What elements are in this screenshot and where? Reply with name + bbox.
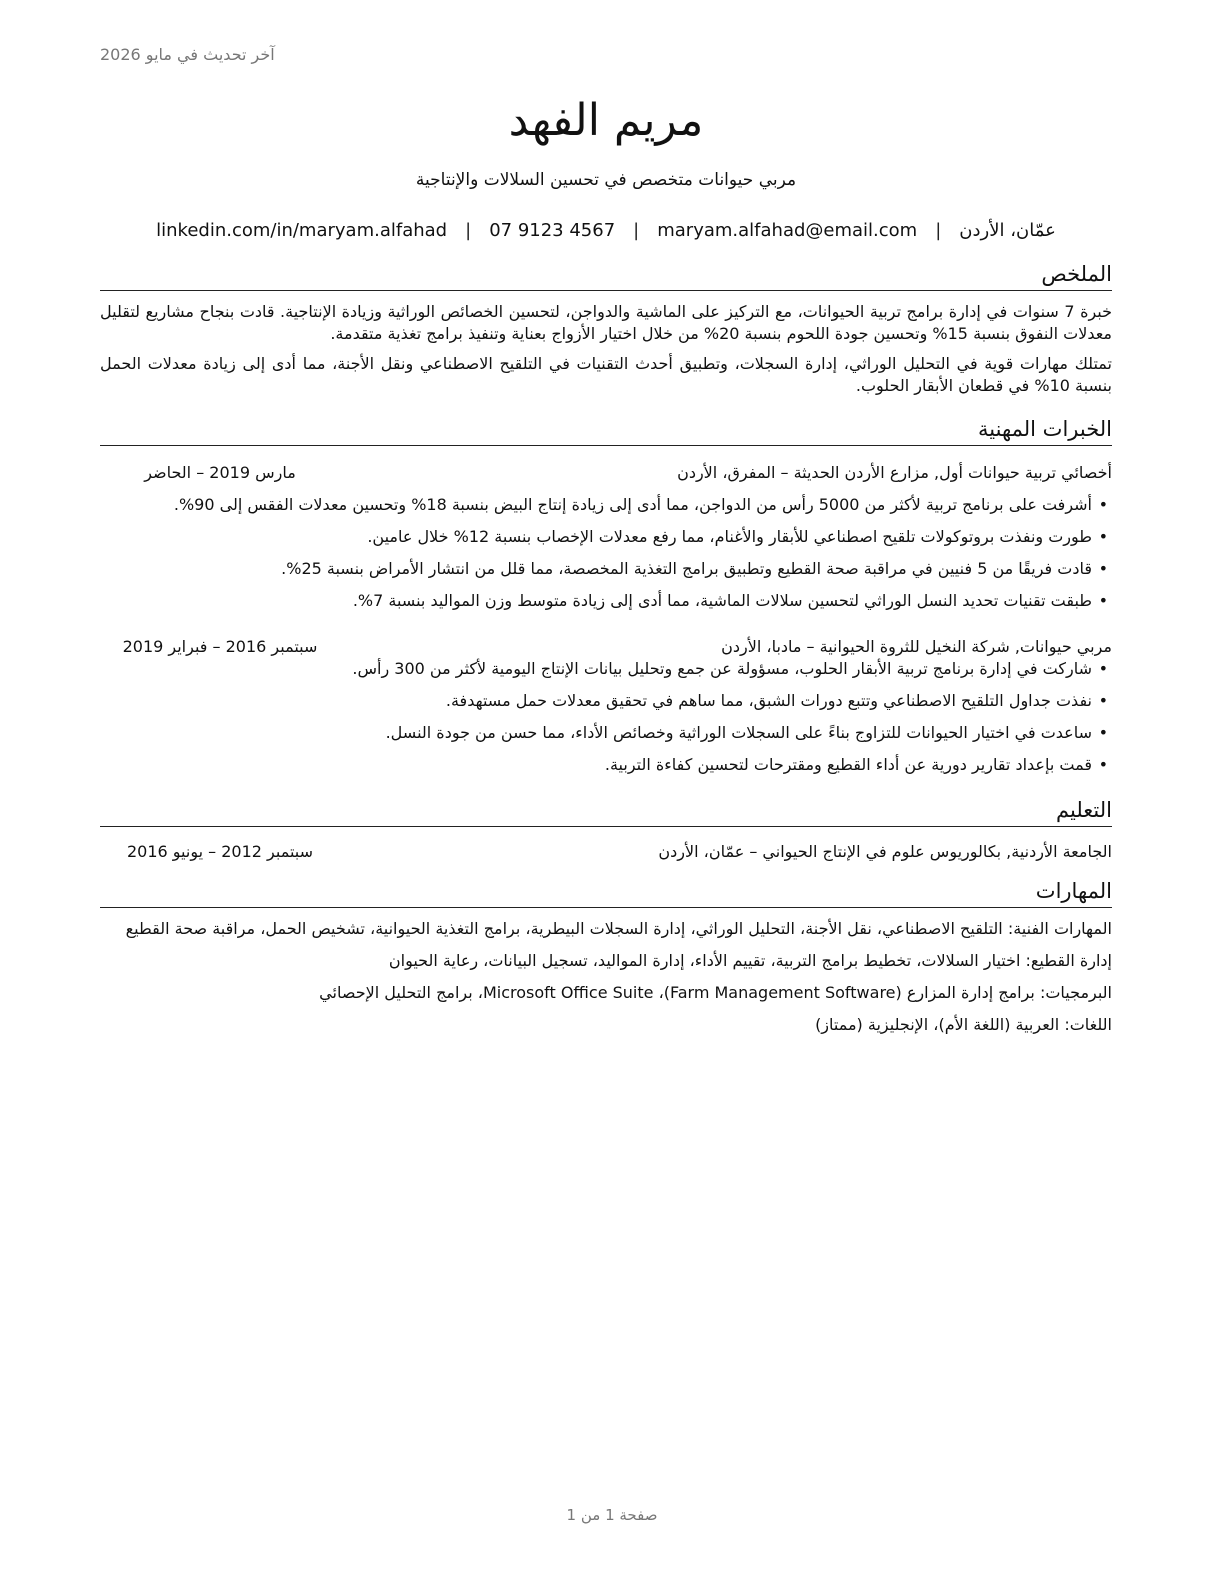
list-item [100, 722, 1112, 744]
job-heading: مربي حيوانات, شركة النخيل للثروة الحيوانية – مادبا، الأردن [721, 637, 1112, 656]
bullet-icon: • [1098, 495, 1108, 514]
bullet-text: قادت فريقًا من 5 فنيين في مراقبة صحة القطيع وتطبيق برامج التغذية المخصصة، مما قلل من انتشار الأمراض بنسبة 25%. [281, 559, 1092, 578]
bullet-icon: • [1098, 723, 1108, 742]
bullet-text: طبقت تقنيات تحديد النسل الوراثي لتحسين سلالات الماشية، مما أدى إلى زيادة متوسط وزن المواليد بنسبة 7%. [352, 591, 1092, 610]
bullet-text: قمت بإعداد تقارير دورية عن أداء القطيع ومقترحات لتحسين كفاءة التربية. [604, 755, 1092, 774]
contact-location: عمّان، الأردن [959, 220, 1056, 241]
list-item [100, 658, 1112, 680]
section-title-skills: المهارات [100, 877, 1112, 908]
bullet-text: أشرفت على برنامج تربية لأكثر من 5000 رأس من الدواجن، مما أدى إلى زيادة إنتاج البيض بنسبة 18% وتحسين معدلات الفقس إلى 90%. [173, 495, 1092, 514]
bullet-icon: • [1098, 591, 1108, 610]
summary-paragraph: خبرة 7 سنوات في إدارة برامج تربية الحيوانات، مع التركيز على الماشية والدواجن، لتحسين الخصائص الوراثية وزيادة الإنتاجية. قادت بنجاح مشاريع لتقليل معدلات النفوق بنسبة 15% وتحسين جودة اللحوم بنسبة 20% من خلال اختيار الأزواج بعناية وتنفيذ برامج تغذية متقدمة. [100, 302, 1112, 343]
bullet-icon: • [1098, 559, 1108, 578]
candidate-name: مريم الفهد [508, 95, 704, 146]
candidate-title: مربي حيوانات متخصص في تحسين السلالات والإنتاجية [415, 170, 797, 190]
section-title-summary: الملخص [100, 260, 1112, 291]
job-dates: مارس 2019 – الحاضر [144, 463, 296, 482]
contact-separator: | [465, 220, 472, 241]
page-number: صفحة 1 من 1 [566, 1506, 658, 1524]
contact-line [100, 218, 1112, 244]
list-item [100, 754, 1112, 776]
skill-line: إدارة القطيع: اختيار السلالات، تخطيط برامج التربية، تقييم الأداء، إدارة المواليد، تسجيل البيانات، رعاية الحيوان [388, 951, 1112, 970]
job-header [100, 462, 1112, 484]
list-item [100, 590, 1112, 612]
job-dates: سبتمبر 2016 – فبراير 2019 [122, 637, 318, 656]
education-heading: الجامعة الأردنية, بكالوريوس علوم في الإنتاج الحيواني – عمّان، الأردن [658, 842, 1112, 861]
bullet-text: شاركت في إدارة برنامج تربية الأبقار الحلوب، مسؤولة عن جمع وتحليل بيانات الإنتاج اليومية لأكثر من 300 رأس. [352, 659, 1092, 678]
bullet-icon: • [1098, 755, 1108, 774]
bullet-icon: • [1098, 659, 1108, 678]
education-dates: سبتمبر 2012 – يونيو 2016 [126, 842, 314, 861]
contact-separator: | [935, 220, 942, 241]
skill-line: المهارات الفنية: التلقيح الاصطناعي، نقل الأجنة، التحليل الوراثي، إدارة السجلات البيطرية، برامج التغذية الحيوانية، تشخيص الحمل، مراقبة صحة القطيع [125, 919, 1112, 938]
contact-separator: | [633, 220, 640, 241]
list-item [100, 494, 1112, 516]
skill-line: اللغات: العربية (اللغة الأم)، الإنجليزية (ممتاز) [815, 1015, 1112, 1034]
job-heading: أخصائي تربية حيوانات أول, مزارع الأردن الحديثة – المفرق، الأردن [677, 463, 1112, 482]
bullet-text: ساعدت في اختيار الحيوانات للتزاوج بناءً على السجلات الوراثية وخصائص الأداء، مما حسن من جودة النسل. [385, 723, 1092, 742]
contact-linkedin[interactable]: linkedin.com/in/maryam.alfahad [156, 220, 448, 241]
bullet-text: نفذت جداول التلقيح الاصطناعي وتتبع دورات الشبق، مما ساهم في تحقيق معدلات حمل مستهدفة. [445, 691, 1092, 710]
contact-phone[interactable]: 07 9123 4567 [489, 220, 616, 241]
bullet-icon: • [1098, 527, 1108, 546]
job-header [100, 636, 1112, 658]
section-title-experience: الخبرات المهنية [100, 415, 1112, 446]
job-bullets [100, 658, 1112, 776]
education-header [100, 841, 1112, 863]
job-bullets [100, 494, 1112, 612]
list-item [100, 558, 1112, 580]
contact-email[interactable]: maryam.alfahad@email.com [657, 220, 918, 241]
summary-paragraph: تمتلك مهارات قوية في التحليل الوراثي، إدارة السجلات، وتطبيق أحدث التقنيات في التلقيح الاصطناعي ونقل الأجنة، مما أدى إلى زيادة معدلات الحمل بنسبة 10% في قطعان الأبقار الحلوب. [100, 354, 1112, 395]
skill-line: البرمجيات: برامج إدارة المزارع (Farm Management Software)، Microsoft Office Suite، برامج التحليل الإحصائي [319, 983, 1112, 1002]
bullet-text: طورت ونفذت بروتوكولات تلقيح اصطناعي للأبقار والأغنام، مما رفع معدلات الإخصاب بنسبة 12% خلال عامين. [367, 527, 1092, 546]
last-updated-note: آخر تحديث في مايو 2026 [100, 45, 275, 64]
resume-page [100, 90, 1112, 1036]
section-title-education: التعليم [100, 796, 1112, 827]
list-item [100, 690, 1112, 712]
bullet-icon: • [1098, 691, 1108, 710]
list-item [100, 526, 1112, 548]
